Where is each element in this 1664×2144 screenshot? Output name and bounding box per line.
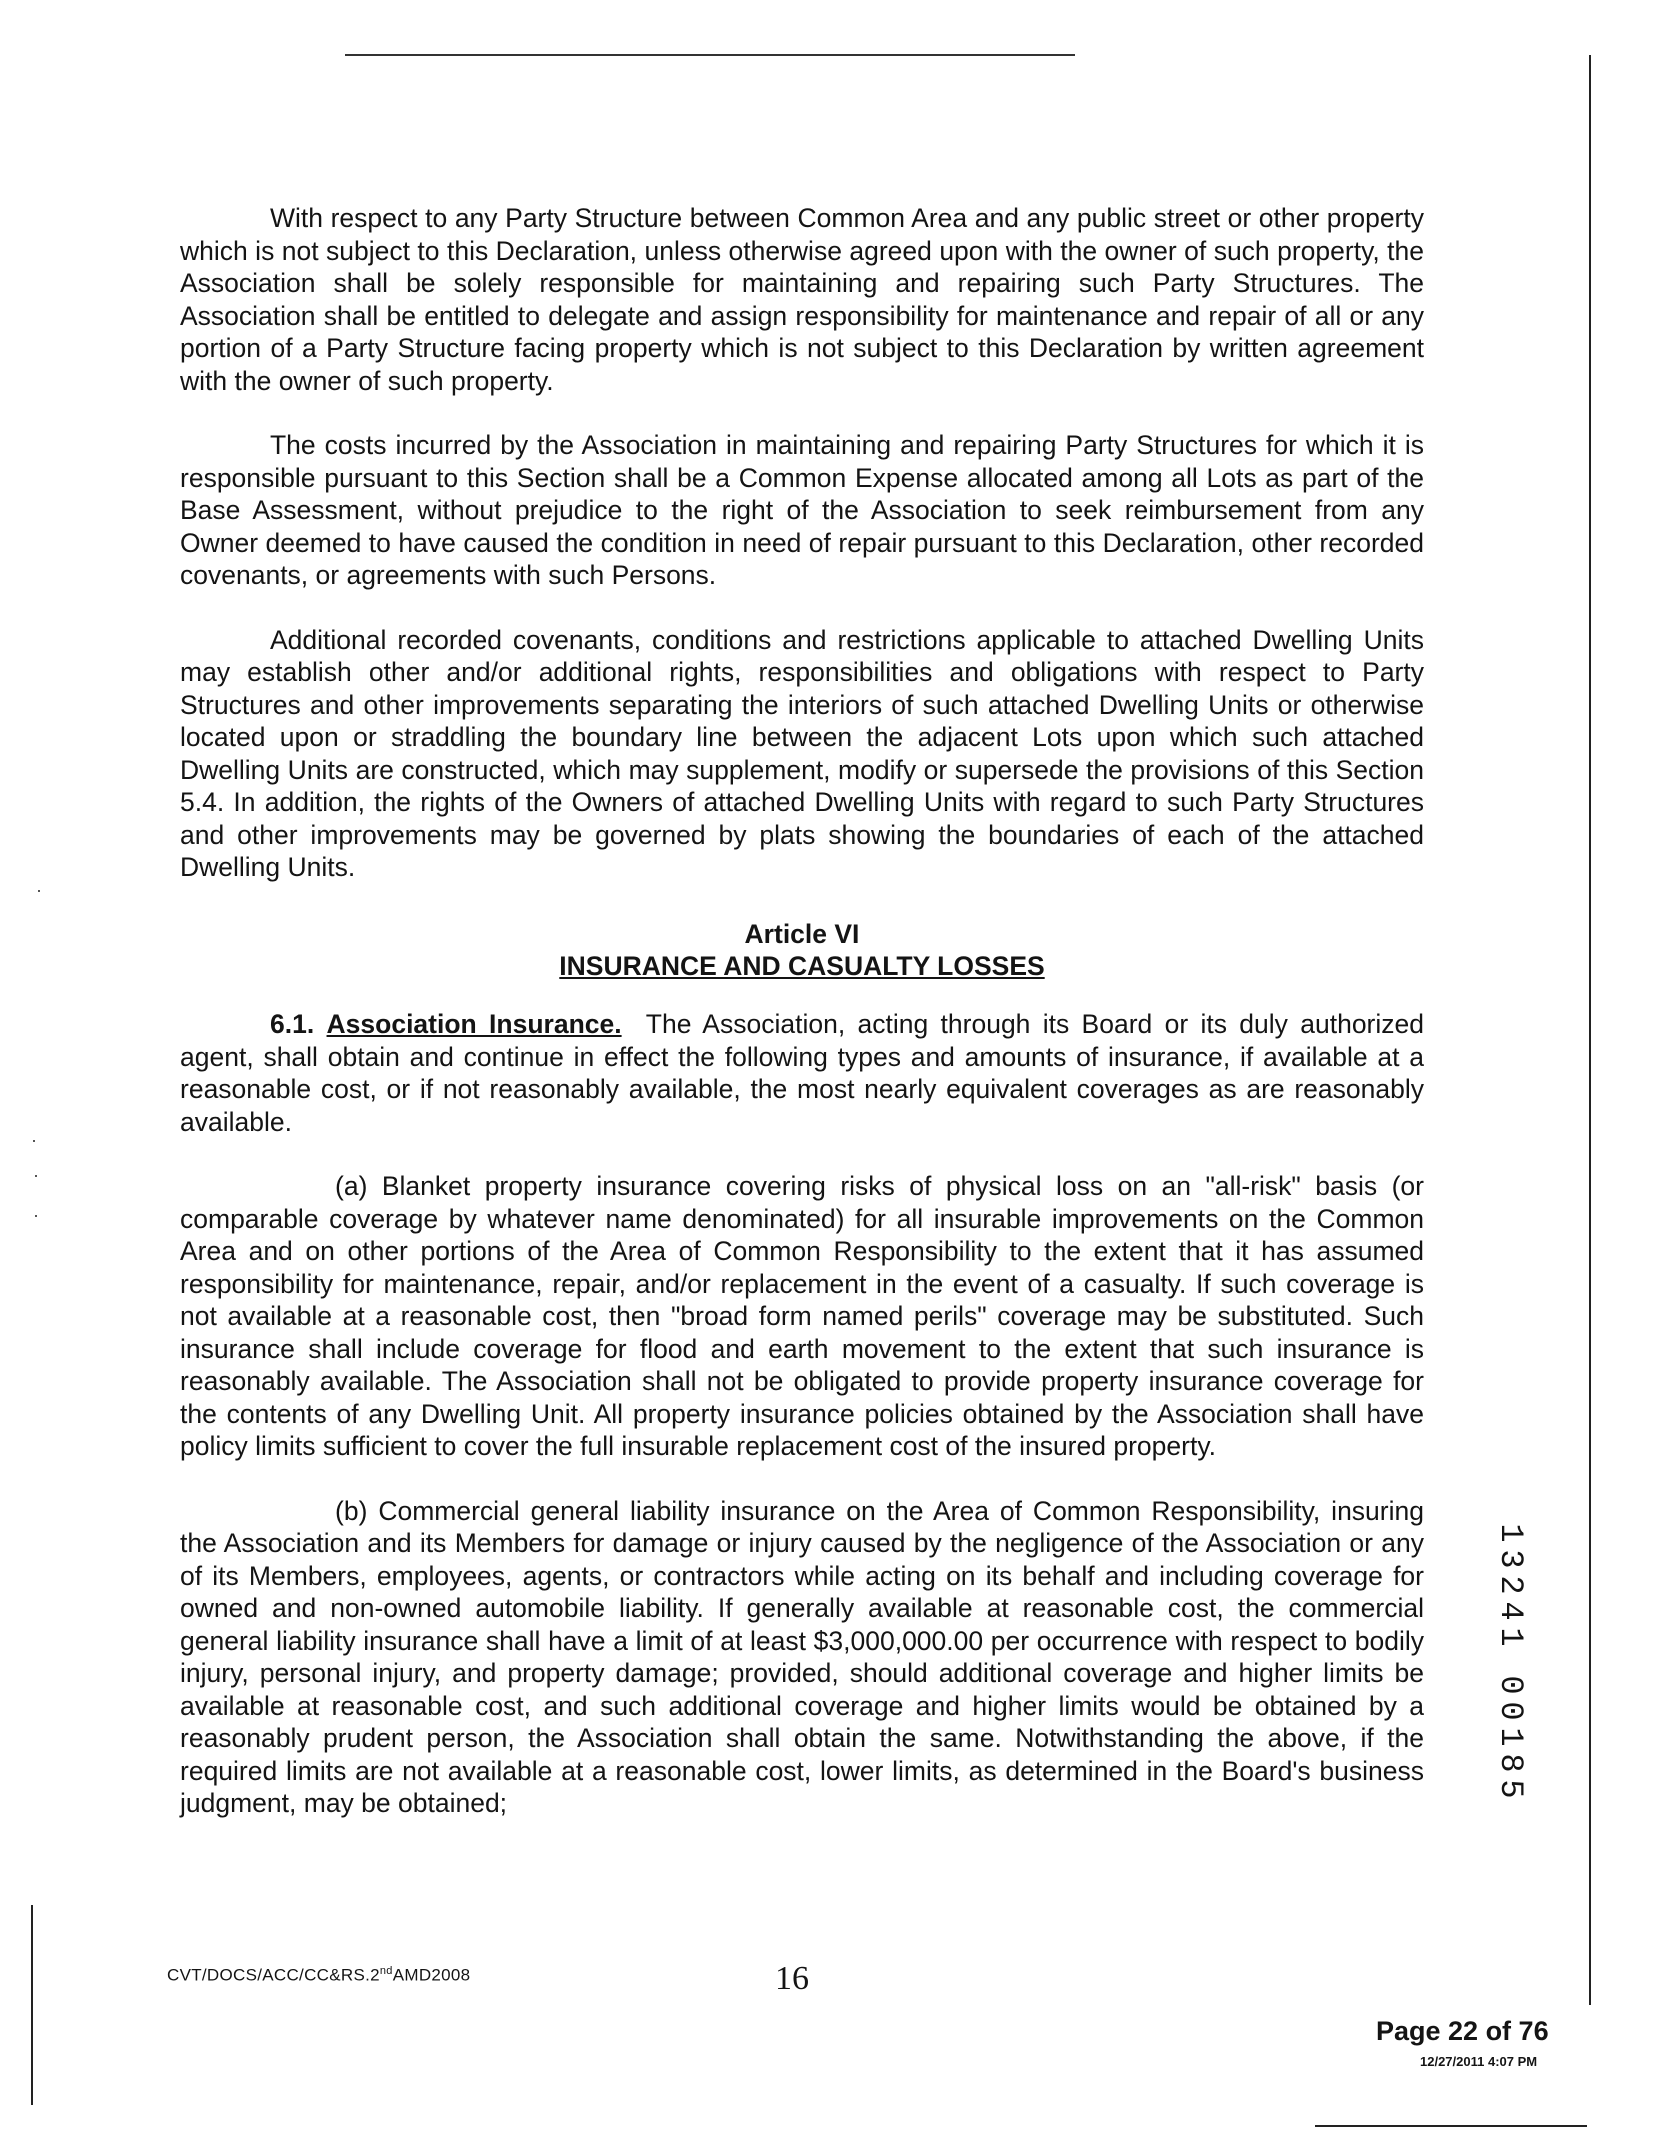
subparagraph-b: (b) Commercial general liability insurance on the Area of Common Responsibility, insuring the Association and its Members for damage or injury caused by the negligence of the Association or any of its Members, employees, agents, or contractors while acting on its behalf and including coverage for owned and non-owned automobile liability. If generally available at reasonable cost, the commercial general liability insurance shall have a limit of at least $3,000,000.00 per occurrence with respect to bodily injury, personal injury, and property damage; provided, should additional coverage and higher limits be available at reasonable cost, and such additional coverage and higher limits would be obtained by a reasonably prudent person, the Association shall obtain the same. Notwithstanding the above, if the required limits are not available at a reasonable cost, lower limits, as determined in the Board's business judgment, may be obtained; xyxy=(180,1495,1424,1818)
section-6-1 xyxy=(180,1008,1424,1138)
left-margin-rule xyxy=(31,1905,33,2105)
right-margin-rule xyxy=(1589,55,1591,2005)
page-number: 16 xyxy=(775,1960,809,1997)
stamp-digit: 3 xyxy=(1492,1549,1529,1569)
stamp-digit: 1 xyxy=(1492,1523,1529,1543)
page-of-count: Page 22 of 76 xyxy=(1376,2016,1549,2046)
paragraph-party-structure: With respect to any Party Structure between Common Area and any public street or other property which is not subject to this Declaration, unless otherwise agreed upon with the owner of such property, the Association shall be solely responsible for maintaining and repairing such Party Structures. The Association shall be entitled to delegate and assign responsibility for maintenance and repair of all or any portion of a Party Structure facing property which is not subject to this Declaration by written agreement with the owner of such property. xyxy=(180,203,1424,396)
body-bottom xyxy=(180,1008,1424,1852)
article-heading xyxy=(180,918,1424,982)
bottom-rule xyxy=(1315,2125,1587,2127)
stamp-digit: 4 xyxy=(1492,1601,1529,1621)
section-title: Association Insurance. xyxy=(326,1009,622,1039)
doc-ref-prefix: CVT/DOCS/ACC/CC&RS.2 xyxy=(167,1965,380,1985)
body-top xyxy=(180,202,1424,916)
doc-ref-suffix: AMD2008 xyxy=(392,1965,471,1985)
recording-number-stamp xyxy=(1490,1520,1530,1802)
recording-timestamp: 12/27/2011 4:07 PM xyxy=(1420,2054,1538,2069)
article-label: Article VI xyxy=(744,919,860,949)
stamp-digit: 8 xyxy=(1492,1753,1529,1773)
stamp-digit: 0 xyxy=(1492,1701,1529,1721)
scan-speck xyxy=(38,890,40,892)
stamp-digit: 5 xyxy=(1492,1779,1529,1799)
paragraph-additional-covenants: Additional recorded covenants, conditions and restrictions applicable to attached Dwelling Units may establish other and/or additional rights, responsibilities and obligations with respect to Party Structures and other improvements separating the interiors of such attached Dwelling Units or otherwise located upon or straddling the boundary line between the adjacent Lots upon which such attached Dwelling Units are constructed, which may supplement, modify or supersede the provisions of this Section 5.4. In addition, the rights of the Owners of attached Dwelling Units with regard to such Party Structures and other improvements may be governed by plats showing the boundaries of each of the attached Dwelling Units. xyxy=(180,624,1424,882)
subparagraph-a: (a) Blanket property insurance covering risks of physical loss on an "all-risk" basis (or comparable coverage by whatever name denominated) for all insurable improvements on the Common Area and on other portions of the Area of Common Responsibility to the extent that it has assumed responsibility for maintenance, repair, and/or replacement in the event of a casualty. If such coverage is not available at a reasonable cost, then "broad form named perils" coverage may be substituted. Such insurance shall include coverage for flood and earth movement to the extent that such insurance is reasonably available. The Association shall not be obligated to provide property insurance coverage for the contents of any Dwelling Unit. All property insurance policies obtained by the Association shall have policy limits sufficient to cover the full insurable replacement cost of the insured property. xyxy=(180,1171,1424,1461)
doc-ref-superscript: nd xyxy=(379,1965,393,1977)
document-reference xyxy=(167,1965,470,1986)
top-rule xyxy=(345,54,1075,56)
stamp-digit: 1 xyxy=(1492,1727,1529,1747)
scan-speck xyxy=(33,1140,35,1142)
stamp-digit: 1 xyxy=(1492,1627,1529,1647)
section-text: The Association, acting through its Board or its duly authorized agent, shall obtain and continue in effect the following types and amounts of insurance, if available at a reasonable cost, or if not reasonably available, the most nearly equivalent coverages as are reasonably available. xyxy=(180,1009,1424,1137)
stamp-digit: 2 xyxy=(1492,1575,1529,1595)
section-number: 6.1. xyxy=(270,1009,315,1039)
scan-speck xyxy=(35,1215,37,1217)
article-title: INSURANCE AND CASUALTY LOSSES xyxy=(559,951,1045,981)
stamp-digit: 0 xyxy=(1492,1675,1529,1695)
scan-speck xyxy=(35,1175,37,1177)
paragraph-costs: The costs incurred by the Association in maintaining and repairing Party Structures for which it is responsible pursuant to this Section shall be a Common Expense allocated among all Lots as part of the Base Assessment, without prejudice to the right of the Association to seek reimbursement from any Owner deemed to have caused the condition in need of repair pursuant to this Declaration, other recorded covenants, or agreements with such Persons. xyxy=(180,430,1424,590)
